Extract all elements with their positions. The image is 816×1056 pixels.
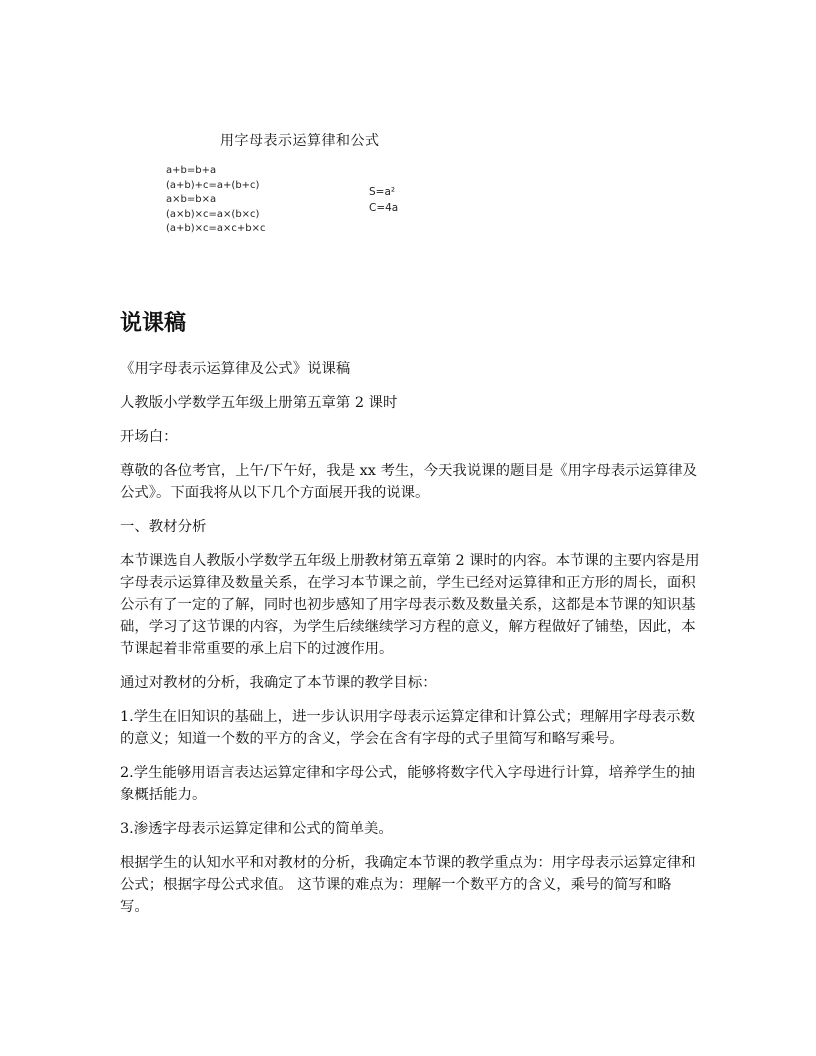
section-heading-textbook-analysis: 一、教材分析 <box>120 519 207 535</box>
formula-line: S=a² <box>369 186 396 198</box>
formula-line: C=4a <box>369 202 399 214</box>
paragraph-goal-1: 1.学生在旧知识的基础上，进一步认识用字母表示运算定律和计算公式；理解用字母表示数的意义；知道一个数的平方的含义，学会在含有字母的式子里简写和略写乘号。 <box>120 709 695 747</box>
formula-line: (a×b)×c=a×(b×c) <box>166 208 260 220</box>
paragraph-goal-3: 3.渗透字母表示运算定律和公式的简单美。 <box>120 821 393 837</box>
paragraph-opening-label: 开场白： <box>120 429 178 445</box>
paragraph-textbook-info: 人教版小学数学五年级上册第五章第 2 课时 <box>120 395 398 411</box>
operation-law-formulas <box>166 164 266 237</box>
formula-line: (a+b)×c=a×c+b×c <box>166 223 266 234</box>
paragraph-goal-2: 2.学生能够用语言表达运算定律和字母公式，能够将数字代入字母进行计算，培养学生的抽象概括能力。 <box>120 765 695 803</box>
geometry-formulas <box>369 184 398 216</box>
formula-line: (a+b)+c=a+(b+c) <box>166 179 260 191</box>
formula-line: a×b=b×a <box>166 194 217 205</box>
figure-title: 用字母表示运算律和公式 <box>220 133 380 149</box>
paragraph-lesson-title: 《用字母表示运算律及公式》说课稿 <box>120 361 351 377</box>
paragraph-goals-intro: 通过对教材的分析，我确定了本节课的教学目标： <box>120 675 437 691</box>
document-body <box>120 358 700 930</box>
formula-line: a+b=b+a <box>166 165 217 176</box>
paragraph-greeting: 尊敬的各位考官，上午/下午好，我是 xx 考生，今天我说课的题目是《用字母表示运算律及公式》。下面我将从以下几个方面展开我的说课。 <box>120 463 698 501</box>
document-heading: 说课稿 <box>120 311 187 336</box>
formula-figure <box>160 120 420 245</box>
paragraph-key-points: 根据学生的认知水平和对教材的分析，我确定本节课的教学重点为：用字母表示运算定律和公式；根据字母公式求值。 这节课的难点为：理解一个数平方的含义，乘号的简写和略写。 <box>120 855 696 915</box>
paragraph-textbook-analysis: 本节课选自人教版小学数学五年级上册教材第五章第 2 课时的内容。本节课的主要内容是用字母表示运算律及数量关系，在学习本节课之前，学生已经对运算律和正方形的周长，面积公示有了一定的了解，同时也初步感知了用字母表示数及数量关系，这都是本节课的知识基础，学习了这节课的内容，为学生后续继续学习方程的意义，解方程做好了铺垫，因此，本节课起着非常重要的承上启下的过渡作用。 <box>120 553 700 657</box>
